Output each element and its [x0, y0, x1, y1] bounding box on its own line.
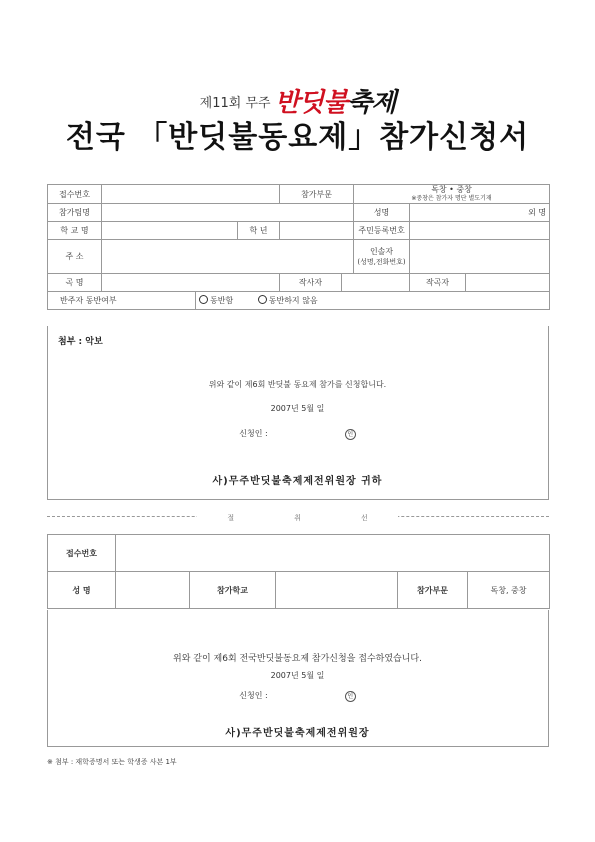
radio-icon: [258, 295, 267, 304]
address-field[interactable]: [102, 240, 354, 274]
name-field[interactable]: [116, 572, 190, 609]
issuer: 사)무주반딧불축제제전위원장: [225, 728, 370, 739]
lyricist-field[interactable]: [342, 274, 410, 292]
with-accompanist-radio[interactable]: 동반함: [199, 296, 233, 305]
accompanist-options: [196, 292, 550, 310]
application-date: 2007년 5월 일: [270, 404, 325, 413]
footnote: ※ 첨부 : 재학증명서 또는 학생증 사본 1부: [47, 758, 177, 766]
radio-icon: [199, 295, 208, 304]
song-field[interactable]: [102, 274, 280, 292]
team-name-label: 참가팀명: [48, 204, 102, 222]
name-label: 성 명: [48, 572, 116, 609]
team-name-field[interactable]: [102, 204, 354, 222]
division-note: ※중창은 참가자 명단 별도기재: [411, 195, 492, 202]
guardian-field[interactable]: [410, 240, 550, 274]
accompanist-label: 반주자 동반여부: [48, 292, 196, 310]
name-field[interactable]: 외 명: [410, 204, 550, 222]
song-label: 곡 명: [48, 274, 102, 292]
name-label: 성명: [354, 204, 410, 222]
receipt-no-field[interactable]: [116, 535, 550, 572]
subtitle-text: 제11회 무주: [199, 96, 271, 111]
attachment-note: 첨부 : 악보: [58, 337, 103, 347]
receipt-form: [47, 534, 550, 609]
division-value: 독창, 중창: [468, 572, 550, 609]
applicant-label: 신청인 :: [239, 691, 268, 700]
applicant-line: [0, 428, 595, 440]
division-options: 독창 • 중창: [431, 185, 472, 194]
school-field[interactable]: [276, 572, 398, 609]
resident-no-field[interactable]: [410, 222, 550, 240]
seal-mark-icon: 인: [345, 691, 356, 702]
division-label: 참가부문: [280, 185, 354, 204]
receipt-no-field[interactable]: [102, 185, 280, 204]
school-label: 참가학교: [190, 572, 276, 609]
applicant-label: 신청인 :: [239, 429, 268, 438]
composer-field[interactable]: [466, 274, 550, 292]
resident-no-label: 주민등록번호: [354, 222, 410, 240]
receipt-statement: 위와 같이 제6회 전국반딧불동요제 참가신청을 접수하였습니다.: [173, 654, 422, 664]
division-field[interactable]: [354, 185, 550, 204]
receipt-date: 2007년 5월 일: [270, 671, 325, 680]
grade-field[interactable]: [280, 222, 354, 240]
application-statement: 위와 같이 제6회 반딧불 동요제 참가를 신청합니다.: [208, 380, 387, 389]
address-label: 주 소: [48, 240, 102, 274]
guardian-label: 인솔자 (성명,전화번호): [354, 240, 410, 274]
cut-line-label: 절 취 선: [0, 513, 595, 523]
seal-mark-icon: 인: [345, 429, 356, 440]
grade-label: 학 년: [238, 222, 280, 240]
division-label: 참가부문: [398, 572, 468, 609]
school-label: 학 교 명: [48, 222, 102, 240]
page-title: 전국 「반딧불동요제」참가신청서: [65, 120, 530, 155]
school-field[interactable]: [102, 222, 238, 240]
recipient: 사)무주반딧불축제제전위원장 귀하: [212, 476, 383, 487]
composer-label: 작곡자: [410, 274, 466, 292]
receipt-no-label: 접수번호: [48, 535, 116, 572]
receipt-applicant-line: [0, 690, 595, 702]
lyricist-label: 작사자: [280, 274, 342, 292]
without-accompanist-radio[interactable]: 동반하지 않음: [258, 296, 318, 305]
application-form: [47, 184, 550, 310]
festival-logo: 반딧불축제: [274, 88, 396, 118]
receipt-no-label: 접수번호: [48, 185, 102, 204]
